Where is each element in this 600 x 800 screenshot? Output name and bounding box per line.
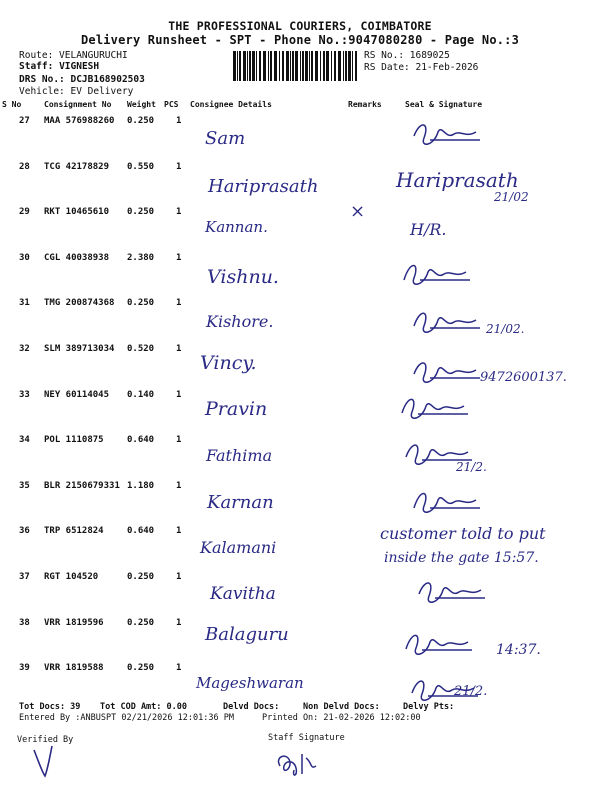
row-signature-scribble xyxy=(410,486,490,520)
row-consignee-handwritten: Vincy. xyxy=(200,352,257,374)
row-sno: 27 xyxy=(19,116,30,126)
row-note-handwritten: inside the gate 15:57. xyxy=(384,550,539,566)
row-pcs: 1 xyxy=(176,526,182,537)
row-sno: 30 xyxy=(19,252,30,263)
row-sno: 33 xyxy=(19,389,30,400)
row-consignment: VRR 1819596 xyxy=(44,617,104,628)
row-consignment: BLR 2150679331 xyxy=(44,480,120,491)
total-cod: Tot COD Amt: 0.00 xyxy=(100,702,187,712)
row-consignee-handwritten: Kalamani xyxy=(200,538,277,557)
row-sno: 39 xyxy=(19,663,30,674)
staff-signature-label: Staff Signature xyxy=(268,733,345,743)
row-pcs: 1 xyxy=(176,161,182,172)
row-sno: 35 xyxy=(19,480,30,491)
non-delivered-docs: Non Delvd Docs: xyxy=(303,702,380,712)
rs-number: RS No.: 1689025 xyxy=(364,50,450,61)
row-signature-scribble xyxy=(410,356,490,390)
row-consignee-handwritten: Hariprasath xyxy=(208,176,319,197)
row-consignee-handwritten: Vishnu. xyxy=(207,266,279,288)
row-pcs: 1 xyxy=(176,252,182,263)
row-note-handwritten: 21/02 xyxy=(494,190,529,204)
row-signature-handwritten: H/R. xyxy=(410,220,447,239)
col-consignee: Consignee Details xyxy=(190,100,272,109)
row-consignment: VRR 1819588 xyxy=(44,663,104,674)
row-sno: 32 xyxy=(19,344,30,354)
delivered-docs: Delvd Docs: xyxy=(223,702,280,712)
row-signature-scribble xyxy=(415,576,495,610)
row-consignee-handwritten: Kannan. xyxy=(205,218,268,236)
row-consignment: SLM 389713034 xyxy=(44,344,115,354)
row-pcs: 1 xyxy=(176,572,182,582)
row-consignment: RKT 10465610 xyxy=(44,207,110,218)
row-weight: 0.550 xyxy=(127,161,155,172)
col-consignment: Consignment No xyxy=(44,100,112,109)
row-consignment: TCG 42178829 xyxy=(44,161,110,172)
row-consignment: RGT 104520 xyxy=(44,572,99,582)
row-sno: 31 xyxy=(19,298,30,309)
row-weight: 0.250 xyxy=(127,572,155,582)
rs-date: RS Date: 21-Feb-2026 xyxy=(364,62,479,73)
row-weight: 0.140 xyxy=(127,389,155,400)
col-sno: S No xyxy=(2,100,22,109)
row-note-handwritten: 21/2. xyxy=(454,684,488,699)
col-seal: Seal & Signature xyxy=(405,100,483,109)
row-consignee-handwritten: Sam xyxy=(205,128,246,149)
row-weight: 1.180 xyxy=(127,480,155,491)
row-sno: 29 xyxy=(19,207,30,218)
row-weight: 0.250 xyxy=(127,116,155,126)
row-sno: 34 xyxy=(19,435,30,446)
vehicle: Vehicle: EV Delivery xyxy=(19,86,134,97)
row-pcs: 1 xyxy=(176,389,182,400)
col-remarks: Remarks xyxy=(348,100,382,109)
row-weight: 0.250 xyxy=(127,663,155,674)
row-remark-handwritten: × xyxy=(350,201,366,223)
staff-label: Staff: xyxy=(19,61,54,72)
row-pcs: 1 xyxy=(176,435,182,446)
verified-by-signature xyxy=(30,742,70,782)
row-pcs: 1 xyxy=(176,207,182,218)
row-consignment: TRP 6512824 xyxy=(44,526,104,537)
row-consignee-handwritten: Fathima xyxy=(206,446,273,465)
row-signature-scribble xyxy=(410,306,490,340)
row-signature-scribble xyxy=(400,258,480,292)
row-sno: 38 xyxy=(19,617,30,628)
total-docs: Tot Docs: 39 xyxy=(19,702,81,712)
row-weight: 0.250 xyxy=(127,207,155,218)
row-sno: 36 xyxy=(19,526,30,537)
row-consignee-handwritten: Pravin xyxy=(205,398,268,420)
col-weight: Weight xyxy=(127,100,156,109)
row-consignment: POL 1110875 xyxy=(44,435,104,446)
row-consignee-handwritten: Kavitha xyxy=(210,584,276,604)
verified-by-label: Verified By xyxy=(17,735,74,745)
row-sno: 28 xyxy=(19,161,30,172)
printed-on: Printed On: 21-02-2026 12:02:00 xyxy=(262,713,421,723)
row-signature-scribble xyxy=(398,392,478,426)
staff-signature xyxy=(272,748,332,784)
row-note-handwritten: 14:37. xyxy=(496,642,541,658)
company-name: THE PROFESSIONAL COURIERS, COIMBATORE xyxy=(168,19,432,33)
entered-by: Entered By :ANBUSPT 02/21/2026 12:01:36 PM xyxy=(19,713,234,723)
row-signature-scribble xyxy=(402,628,482,662)
row-consignment: TMG 200874368 xyxy=(44,298,115,309)
row-pcs: 1 xyxy=(176,298,182,309)
barcode xyxy=(233,51,359,81)
row-note-handwritten: 21/2. xyxy=(456,460,487,474)
route: Route: VELANGURUCHI xyxy=(19,50,128,61)
row-pcs: 1 xyxy=(176,344,182,354)
row-weight: 0.520 xyxy=(127,344,155,354)
row-pcs: 1 xyxy=(176,663,182,674)
row-consignment: NEY 60114045 xyxy=(44,389,110,400)
row-signature-handwritten: Hariprasath xyxy=(396,168,519,192)
row-weight: 0.640 xyxy=(127,526,155,537)
row-note-handwritten: 21/02. xyxy=(486,322,525,336)
row-consignee-handwritten: Balaguru xyxy=(205,624,289,645)
row-signature-scribble xyxy=(410,118,490,152)
col-pcs: PCS xyxy=(164,100,179,109)
row-consignment: CGL 40038938 xyxy=(44,252,110,263)
row-pcs: 1 xyxy=(176,116,182,126)
row-pcs: 1 xyxy=(176,617,182,628)
row-weight: 0.250 xyxy=(127,617,155,628)
row-consignment: MAA 576988260 xyxy=(44,116,115,126)
row-weight: 2.380 xyxy=(127,252,155,263)
row-consignee-handwritten: Kishore. xyxy=(206,312,274,331)
delivery-points: Delvy Pts: xyxy=(403,702,455,712)
row-weight: 0.640 xyxy=(127,435,155,446)
runsheet-title: Delivery Runsheet - SPT - Phone No.:9047080280 - Page No.:3 xyxy=(80,33,520,47)
drs-number: DRS No.: DCJB168902503 xyxy=(19,74,145,85)
row-note-handwritten: 9472600137. xyxy=(480,370,567,385)
row-consignee-handwritten: Karnan xyxy=(207,492,274,513)
row-sno: 37 xyxy=(19,572,30,582)
row-pcs: 1 xyxy=(176,480,182,491)
row-consignee-handwritten: Mageshwaran xyxy=(196,674,304,692)
row-weight: 0.250 xyxy=(127,298,155,309)
staff xyxy=(19,61,99,72)
staff-value: VIGNESH xyxy=(59,61,100,72)
row-signature-handwritten: customer told to put xyxy=(380,524,546,543)
